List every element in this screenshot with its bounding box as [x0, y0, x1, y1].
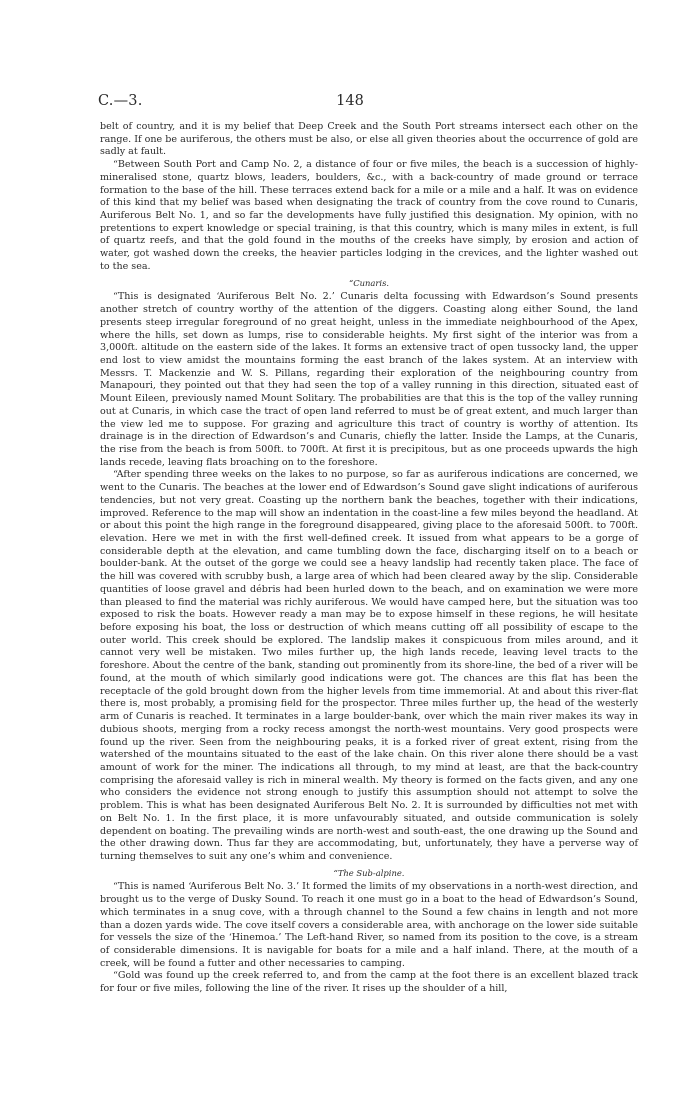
section-heading-sub-alpine: “The Sub-alpine.: [333, 867, 405, 878]
paragraph: “This is named ‘Auriferous Belt No. 3.’ It formed the limits of my observations in a north-west direction, and brought us to the verge of Dusky Sound. To reach it one must go in a boat to the head of Edwardson’s Sound, which terminates in a snug cove, with a through channel to the Sound a few chains in length and not more than a dozen yards wide. The cove itself covers a considerable area, with anchorage on the lower side suitable for vessels the size of the ‘Hinemoa.’ The Left-hand River, so named from its position to the cove, is a stream of considerable dimensions. It is navigable for boats for a mile and a half inland. There, at the mouth of a creek, will be found a futter and other necessaries to camping.: [100, 881, 638, 969]
paragraph: “After spending three weeks on the lakes to no purpose, so far as auriferous indications are concerned, we went to the Cunaris. The beaches at the lower end of Edwardson’s Sound gave slight indications of auriferous tendencies, but not very great. Coasting up the northern bank the beaches, together with their indications, improved. Reference to the map will show an indentation in the coast-line a few miles beyond the headland. At or about this point the high range in the foreground disappeared, giving place to the aforesaid 500ft. to 700ft. elevation. Here we met in with the first well-defined creek. It issued from what appears to be a gorge of considerable depth at the elevation, and came tumbling down the face, discharging itself on to a beach or boulder-bank. At the outset of the gorge we could see a heavy landslip had recently taken place. The face of the hill was covered with scrubby bush, a large area of which had been cleared away by the slip. Considerable quantities of loose gravel and débris had been hurled down to the beach, and on examination we were more than pleased to find the material was richly auriferous. We would have camped here, but the situation was too exposed to risk the boats. However ready a man may be to expose himself in these regions, he will hesitate before exposing his boat, the loss or destruction of which means cutting off all possibility of escape to the outer world. This creek should be explored. The landslip makes it conspicuous from miles around, and it cannot very well be mistaken. Two miles further up, the high lands recede, leaving level tracts to the foreshore. About the centre of the bank, standing out prominently from its shore-line, the bed of a river will be found, at the mouth of which similarly good indications were got. The chances are this flat has been the receptacle of the gold brought down from the higher levels from time immemorial. At and about this river-flat there is, most probably, a promising field for the prospector. Three miles further up, the head of the westerly arm of Cunaris is reached. It terminates in a large boulder-bank, over which the main river makes its way in dubious shoots, merging from a rocky recess amongst the north-west mountains. Very good prospects were found up the river. Seen from the neighbouring peaks, it is a forked river of great extent, rising from the watershed of the mountains situated to the east of the lake chain. On this river alone there should be a vast amount of work for the miner. The indications all through, to my mind at least, are that the back-country comprising the aforesaid valley is rich in mineral wealth. My theory is formed on the facts given, and any one who considers the evidence not strong enough to justify this assumption should not attempt to solve the problem. This is what has been designated Auriferous Belt No. 2. It is surrounded by difficulties not met with on Belt No. 1. In the first place, it is more unfavourably situated, and outside communication is solely dependent on boating. The prevailing winds are north-west and south-east, the one drawing up the Sound and the other drawing down. Thus far they are accommodating, but, unfortunately, they have a perverse way of turning themselves to suit any one’s whim and convenience.: [100, 469, 638, 862]
document-reference: C.—3.: [98, 93, 143, 109]
section-heading-cunaris: “Cunaris.: [348, 277, 390, 288]
paragraph: “This is designated ‘Auriferous Belt No. 2.’ Cunaris delta focussing with Edwardson’s Sound presents another stretch of country worthy of the attention of the diggers. Coasting along either Sound, the land presents steep irregular foreground of no great height, unless in the immediate neighbourhood of the Apex, where the hills, set down as lumps, rise to considerable heights. My first sight of the interior was from a 3,000ft. altitude on the eastern side of the lakes. It forms an extensive tract of open tussocky land, the upper end lost to view amidst the mountains forming the east branch of the lakes system. At an interview with Messrs. T. Mackenzie and W. S. Pillans, regarding their exploration of the neighbouring country from Manapouri, they pointed out that they had seen the top of a valley running in this direction, situated east of Mount Eileen, previously named Mount Solitary. The probabilities are that this is the top of the valley running out at Cunaris, in which case the tract of open land referred to must be of great extent, and much larger than the view led me to suppose. For grazing and agriculture this tract of country is worthy of attention. Its drainage is in the direction of Edwardson’s and Cunaris, chiefly the latter. Inside the Lamps, at the Cunaris, the rise from the beach is from 500ft. to 700ft. At first it is precipitous, but as one proceeds upwards the high lands recede, leaving flats broaching on to the foreshore.: [100, 291, 638, 468]
body-text: [100, 121, 638, 996]
paragraph: “Gold was found up the creek referred to, and from the camp at the foot there is an excellent blazed track for four or five miles, following the line of the river. It rises up the shoulder of a hill,: [100, 970, 638, 995]
page-number: 148: [336, 93, 364, 109]
page-header: [0, 93, 700, 113]
paragraph: “Between South Port and Camp No. 2, a distance of four or five miles, the beach is a succession of highly-mineralised stone, quartz blows, leaders, boulders, &c., with a back-country of made ground or terrace formation to the base of the hill. These terraces extend back for a mile or a mile and a half. It was on evidence of this kind that my belief was based when designating the track of country from the cove round to Cunaris, Auriferous Belt No. 1, and so far the developments have fully justified this designation. My opinion, with no pretentions to expert knowledge or special training, is that this country, which is many miles in extent, is full of quartz reefs, and that the gold found in the mouths of the creeks have simply, by erosion and action of water, got washed down the creeks, the heavier particles lodging in the crevices, and the lighter washed out to the sea.: [100, 159, 638, 272]
paragraph-continued: belt of country, and it is my belief that Deep Creek and the South Port streams intersect each other on the range. If one be auriferous, the others must be also, or else all given theories about the occurrence of gold are sadly at fault.: [100, 121, 638, 158]
